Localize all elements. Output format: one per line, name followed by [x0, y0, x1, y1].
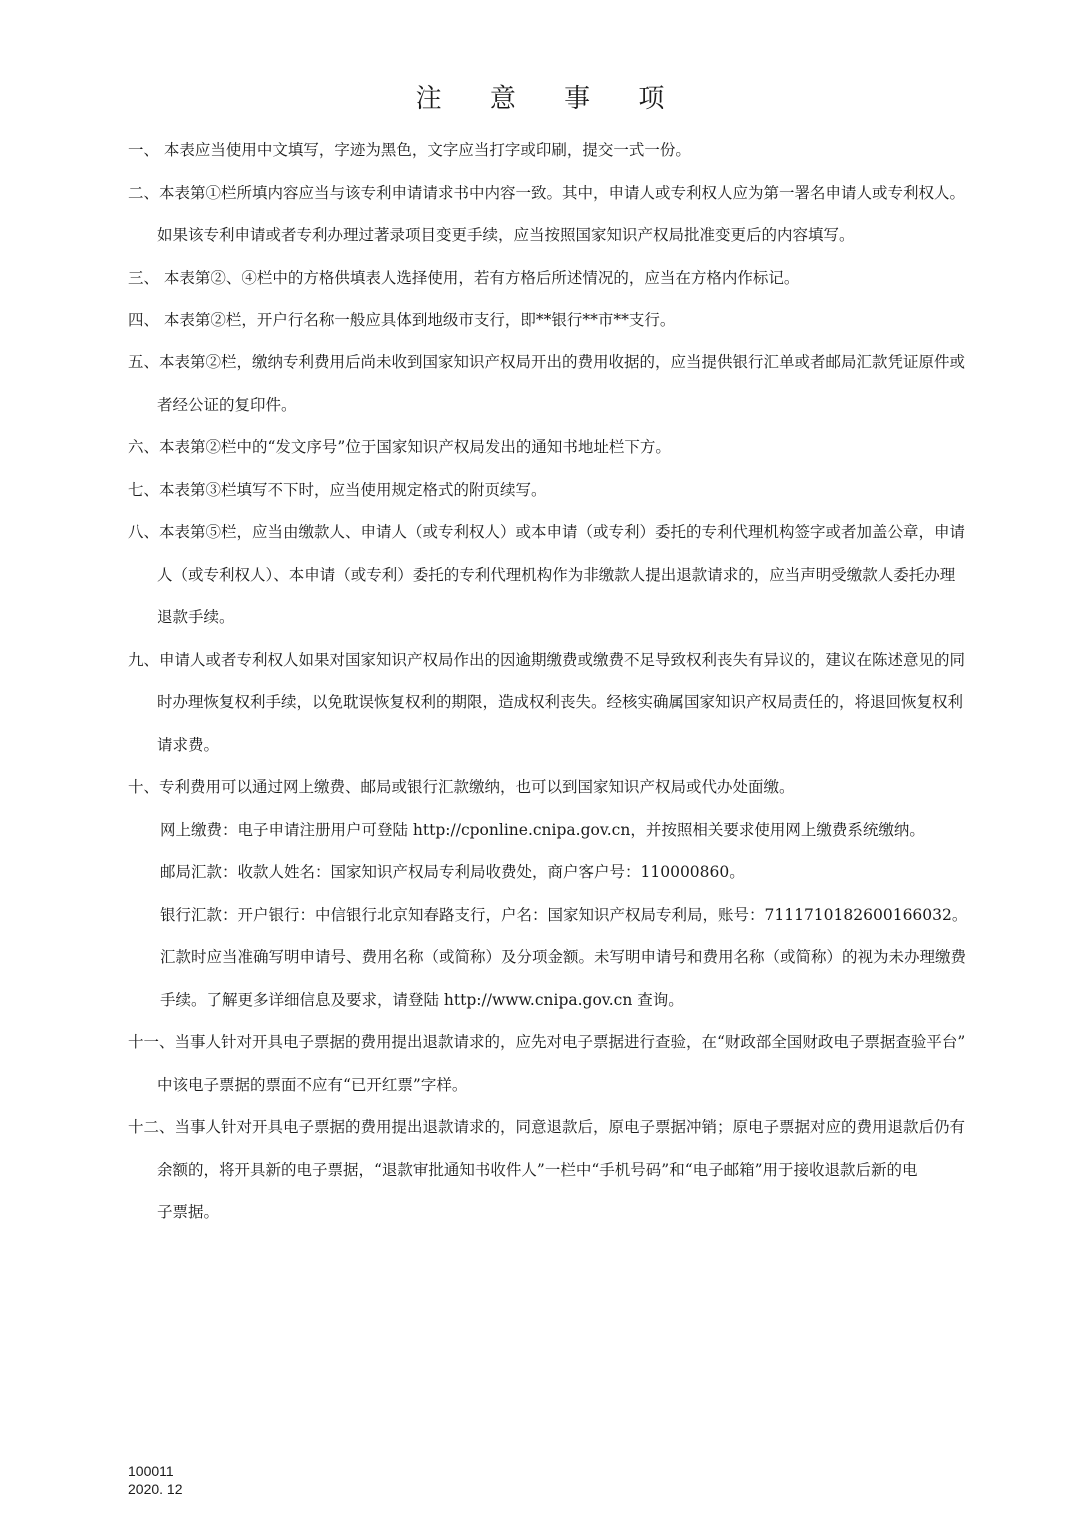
payment-remittance-note: 汇款时应当准确写明申请号、费用名称（或简称）及分项金额。未写明申请号和费用名称（或简称）的视为未办理缴费 — [160, 948, 967, 966]
notice-item-7: 七、本表第③栏填写不下时，应当使用规定格式的附页续写。 — [128, 481, 547, 499]
form-code: 100011 — [128, 1463, 174, 1479]
payment-remittance-note-cont: 手续。了解更多详细信息及要求，请登陆 http://www.cnipa.gov.cn 查询。 — [160, 991, 684, 1009]
notice-item-8: 八、本表第⑤栏，应当由缴款人、申请人（或专利权人）或本申请（或专利）委托的专利代理机构签字或者加盖公章，申请 — [128, 523, 966, 541]
notice-item-5: 五、本表第②栏，缴纳专利费用后尚未收到国家知识产权局开出的费用收据的，应当提供银行汇单或者邮局汇款凭证原件或 — [128, 353, 966, 371]
notice-item-2-cont: 如果该专利申请或者专利办理过著录项目变更手续，应当按照国家知识产权局批准变更后的内容填写。 — [157, 226, 855, 244]
notice-item-12-cont-1: 余额的，将开具新的电子票据，“退款审批通知书收件人”一栏中“手机号码”和“电子邮箱”用于接收退款后新的电 — [157, 1161, 918, 1179]
payment-online: 网上缴费：电子申请注册用户可登陆 http://cponline.cnipa.gov.cn，并按照相关要求使用网上缴费系统缴纳。 — [160, 821, 925, 839]
notice-item-9: 九、申请人或者专利权人如果对国家知识产权局作出的因逾期缴费或缴费不足导致权利丧失有异议的，建议在陈述意见的同 — [128, 651, 966, 669]
notice-item-6: 六、本表第②栏中的“发文序号”位于国家知识产权局发出的通知书地址栏下方。 — [128, 438, 671, 456]
notice-item-5-cont: 者经公证的复印件。 — [157, 396, 297, 414]
notice-item-8-cont-2: 退款手续。 — [157, 608, 235, 626]
notice-item-4: 四、 本表第②栏，开户行名称一般应具体到地级市支行，即**银行**市**支行。 — [128, 311, 676, 329]
notice-item-1: 一、 本表应当使用中文填写，字迹为黑色，文字应当打字或印刷，提交一式一份。 — [128, 141, 691, 159]
notice-item-11: 十一、当事人针对开具电子票据的费用提出退款请求的，应先对电子票据进行查验，在“财政部全国财政电子票据查验平台” — [128, 1033, 966, 1051]
page-title: 注 意 事 项 — [415, 84, 685, 114]
payment-post-office: 邮局汇款：收款人姓名：国家知识产权局专利局收费处，商户客户号：110000860。 — [160, 863, 745, 881]
notice-item-9-cont-1: 时办理恢复权利手续，以免耽误恢复权利的期限，造成权利丧失。经核实确属国家知识产权局责任的，将退回恢复权利 — [157, 693, 964, 711]
notice-item-8-cont-1: 人（或专利权人）、本申请（或专利）委托的专利代理机构作为非缴款人提出退款请求的，应当声明受缴款人委托办理 — [157, 566, 956, 584]
notice-item-9-cont-2: 请求费。 — [157, 736, 220, 754]
notice-item-10: 十、专利费用可以通过网上缴费、邮局或银行汇款缴纳，也可以到国家知识产权局或代办处面缴。 — [128, 778, 795, 796]
notice-item-2: 二、本表第①栏所填内容应当与该专利申请请求书中内容一致。其中，申请人或专利权人应为第一署名申请人或专利权人。 — [128, 184, 966, 202]
notice-item-12-cont-2: 子票据。 — [157, 1203, 220, 1221]
form-edition: 2020. 12 — [128, 1481, 183, 1497]
payment-bank: 银行汇款：开户银行：中信银行北京知春路支行，户名：国家知识产权局专利局，账号：7111710182600166032。 — [160, 906, 968, 924]
notice-item-3: 三、 本表第②、④栏中的方格供填表人选择使用，若有方格后所述情况的，应当在方格内作标记。 — [128, 269, 800, 287]
notice-item-12: 十二、当事人针对开具电子票据的费用提出退款请求的，同意退款后，原电子票据冲销；原电子票据对应的费用退款后仍有 — [128, 1118, 966, 1136]
notice-item-11-cont: 中该电子票据的票面不应有“已开红票”字样。 — [157, 1076, 468, 1094]
